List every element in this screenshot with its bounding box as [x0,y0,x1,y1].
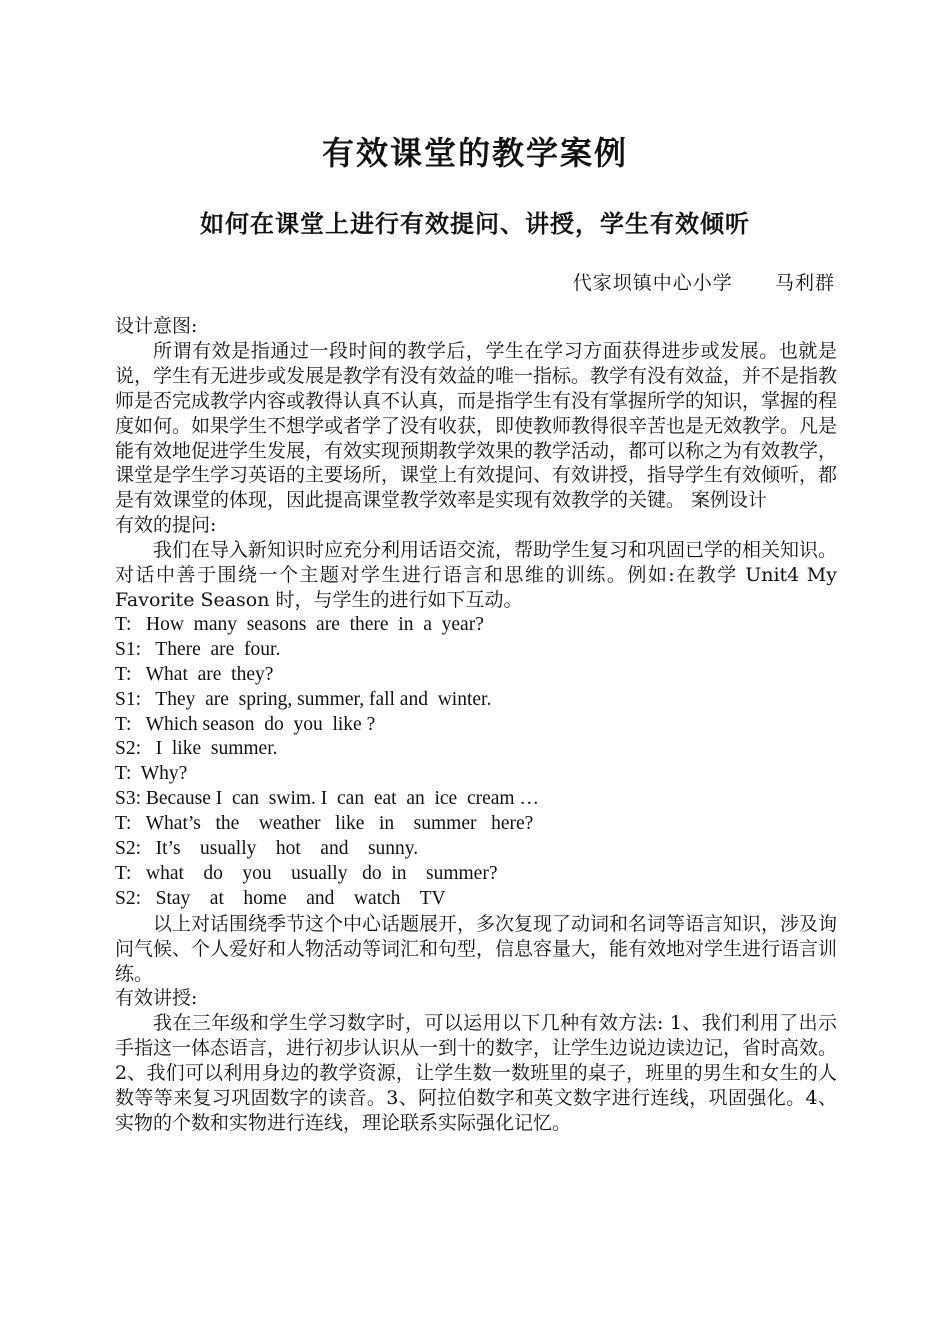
document-body [115,314,837,1136]
design-intent-paragraph: 所谓有效是指通过一段时间的教学后，学生在学习方面获得进步或发展。也就是说，学生有无进步或发展是教学有没有效益的唯一指标。教学有没有效益，并不是指教师是否完成教学内容或教得认真不认真，而是指学生有没有掌握所学的知识，掌握的程度如何。如果学生不想学或者学了没有收获，即使教师教得很辛苦也是无效教学。凡是能有效地促进学生发展，有效实现预期教学效果的教学活动，都可以称之为有效教学，课堂是学生学习英语的主要场所，课堂上有效提问、有效讲授，指导学生有效倾听，都是有效课堂的体现，因此提高课堂教学效率是实现有效教学的关键。 案例设计 [115,339,838,512]
dialog-summary-paragraph: 以上对话围绕季节这个中心话题展开，多次复现了动词和名词等语言知识，涉及询问气候、个人爱好和人物活动等词汇和句型，信息容量大，能有效地对学生进行语言训练。 [115,912,838,985]
author-line: 代家坝镇中心小学 马利群 [572,272,835,294]
dialog-line: T: Why? [115,763,188,785]
dialog-line: S2: It’s usually hot and sunny. [115,838,419,860]
effective-question-paragraph: 我们在导入新知识时应充分利用话语交流，帮助学生复习和巩固已学的相关知识。对话中善于围绕一个主题对学生进行语言和思维的训练。例如:在教学 Unit4 My Favorite Season 时，与学生的进行如下互动。 [115,539,838,611]
dialog-line: T: How many seasons are there in a year? [115,613,484,635]
dialog-line: T: Which season do you like ? [115,713,376,735]
effective-lecture-paragraph: 我在三年级和学生学习数字时，可以运用以下几种有效方法: 1、我们利用了出示手指这一体态语言，进行初步认识从一到十的数字，让学生边说边读边记，省时高效。2、我们可以利用身边的教学资源，让学生数一数班里的桌子，班里的男生和女生的人数等等来复习巩固数字的读音。3、阿拉伯数字和英文数字进行连线，巩固强化。4、实物的个数和实物进行连线，理论联系实际强化记忆。 [115,1012,838,1134]
dialog-line: T: What’s the weather like in summer here? [115,813,534,835]
dialog-line: S2: Stay at home and watch TV [115,887,446,909]
design-intent-label: 设计意图: [115,315,198,337]
dialog-line: T: What are they? [115,663,274,685]
dialog-line: S2: I like summer. [115,738,278,760]
dialog-block [115,613,837,912]
dialog-line: T: what do you usually do in summer? [115,862,498,884]
document-subtitle: 如何在课堂上进行有效提问、讲授，学生有效倾听 [200,209,750,238]
dialog-line: S1: There are four. [115,638,281,660]
dialog-line: S1: They are spring, summer, fall and winter. [115,688,492,710]
effective-question-label: 有效的提问: [115,514,217,537]
document-title: 有效课堂的教学案例 [321,134,628,172]
effective-lecture-label: 有效讲授: [115,987,198,1010]
dialog-line: S3: Because I can swim. I can eat an ice cream … [115,788,539,810]
